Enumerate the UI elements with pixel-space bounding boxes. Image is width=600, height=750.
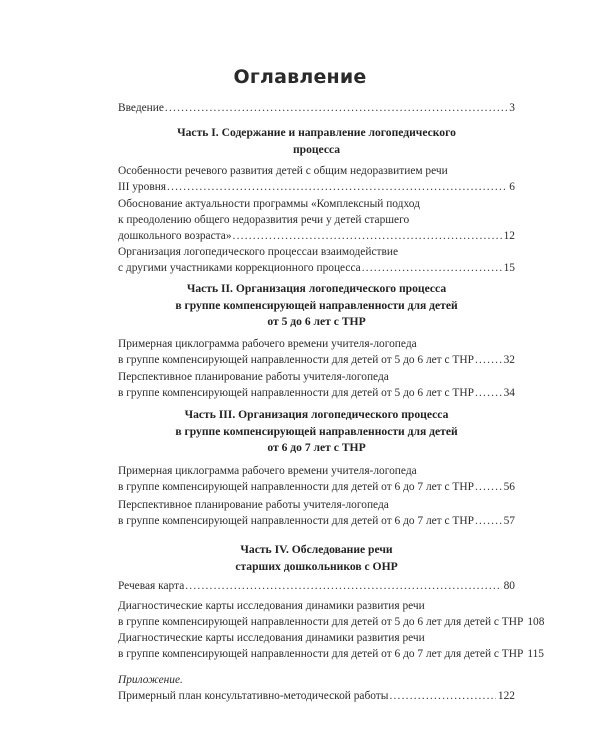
toc-page-number: 34: [503, 387, 515, 399]
toc-page-number: 57: [503, 515, 515, 527]
leader-dots: [164, 100, 507, 116]
toc-page-number: 12: [503, 230, 515, 242]
leader-dots: [232, 228, 502, 244]
part-4-heading: Часть IV. Обследование речи старших дошкольников с ОНР: [235, 543, 398, 573]
toc-page-number: 32: [503, 354, 515, 366]
toc-page-number: 3: [509, 102, 515, 114]
leader-dots: [474, 513, 502, 529]
toc-entry[interactable]: Перспективное планирование работы учителя-логопеда в группе компенсирующей направленности для детей от 6 до 7 лет с ТНР ..... 57: [118, 497, 515, 529]
leader-dots: [361, 260, 502, 276]
leader-dots: [166, 179, 507, 195]
toc-page-number: 115: [527, 648, 545, 660]
toc-entry-label: Введение: [118, 102, 164, 114]
leader-dots: [474, 352, 502, 368]
toc-entry[interactable]: Диагностические карты исследования динамики развития речи в группе компенсирующей направленности для детей от 5 до 6 лет для детей с ТНР ..... 108: [118, 598, 515, 630]
toc-entry-appendix[interactable]: Приложение. Примерный план консультативно-методической работы ..... 122: [118, 672, 515, 704]
toc-page-number: 108: [527, 616, 545, 628]
toc-page-number: 56: [503, 481, 515, 493]
toc-entry[interactable]: Организация логопедического процессаи взаимодействие с другими участниками коррекционного процесса ..... 15: [118, 244, 515, 276]
toc-entry[interactable]: Обоснование актуальности программы «Комплексный подход к преодолению общего недоразвития речи у детей старшего дошкольного возраста» ..... 12: [118, 196, 515, 244]
leader-dots: [184, 578, 501, 594]
toc-entry[interactable]: Примерная циклограмма рабочего времени учителя-логопеда в группе компенсирующей направленности для детей от 5 до 6 лет с ТНР ..... 32: [118, 336, 515, 368]
appendix-label: Приложение.: [118, 674, 183, 686]
part-3-heading: Часть III. Организация логопедического процесса в группе компенсирующей направленности для детей от 6 до 7 лет с ТНР: [175, 408, 458, 454]
leader-dots: [474, 385, 502, 401]
page-title: Оглавление: [233, 66, 367, 88]
toc-page-number: 122: [497, 690, 515, 702]
toc-page-number: 6: [509, 181, 515, 193]
toc-page-number: 80: [503, 580, 515, 592]
toc-entry[interactable]: Особенности речевого развития детей с общим недоразвитием речи III уровня ..... 6: [118, 163, 515, 195]
leader-dots: [388, 688, 495, 704]
toc-entry[interactable]: Перспективное планирование работы учителя-логопеда в группе компенсирующей направленности для детей от 5 до 6 лет с ТНР ..... 34: [118, 369, 515, 401]
toc-entry[interactable]: Примерная циклограмма рабочего времени учителя-логопеда в группе компенсирующей направленности для детей от 6 до 7 лет с ТНР ..... 56: [118, 463, 515, 495]
toc-entry-intro[interactable]: [118, 100, 515, 116]
leader-dots: [474, 479, 502, 495]
part-1-heading: Часть I. Содержание и направление логопедического процесса: [177, 126, 456, 156]
toc-entry[interactable]: Диагностические карты исследования динамики развития речи в группе компенсирующей направленности для детей от 6 до 7 лет для детей с ТНР ..... 115: [118, 630, 515, 662]
part-2-heading: Часть II. Организация логопедического процесса в группе компенсирующей направленности для детей от 5 до 6 лет с ТНР: [175, 282, 458, 328]
toc-entry[interactable]: Речевая карта ..... 80: [118, 578, 515, 594]
toc-page-number: 15: [503, 262, 515, 274]
